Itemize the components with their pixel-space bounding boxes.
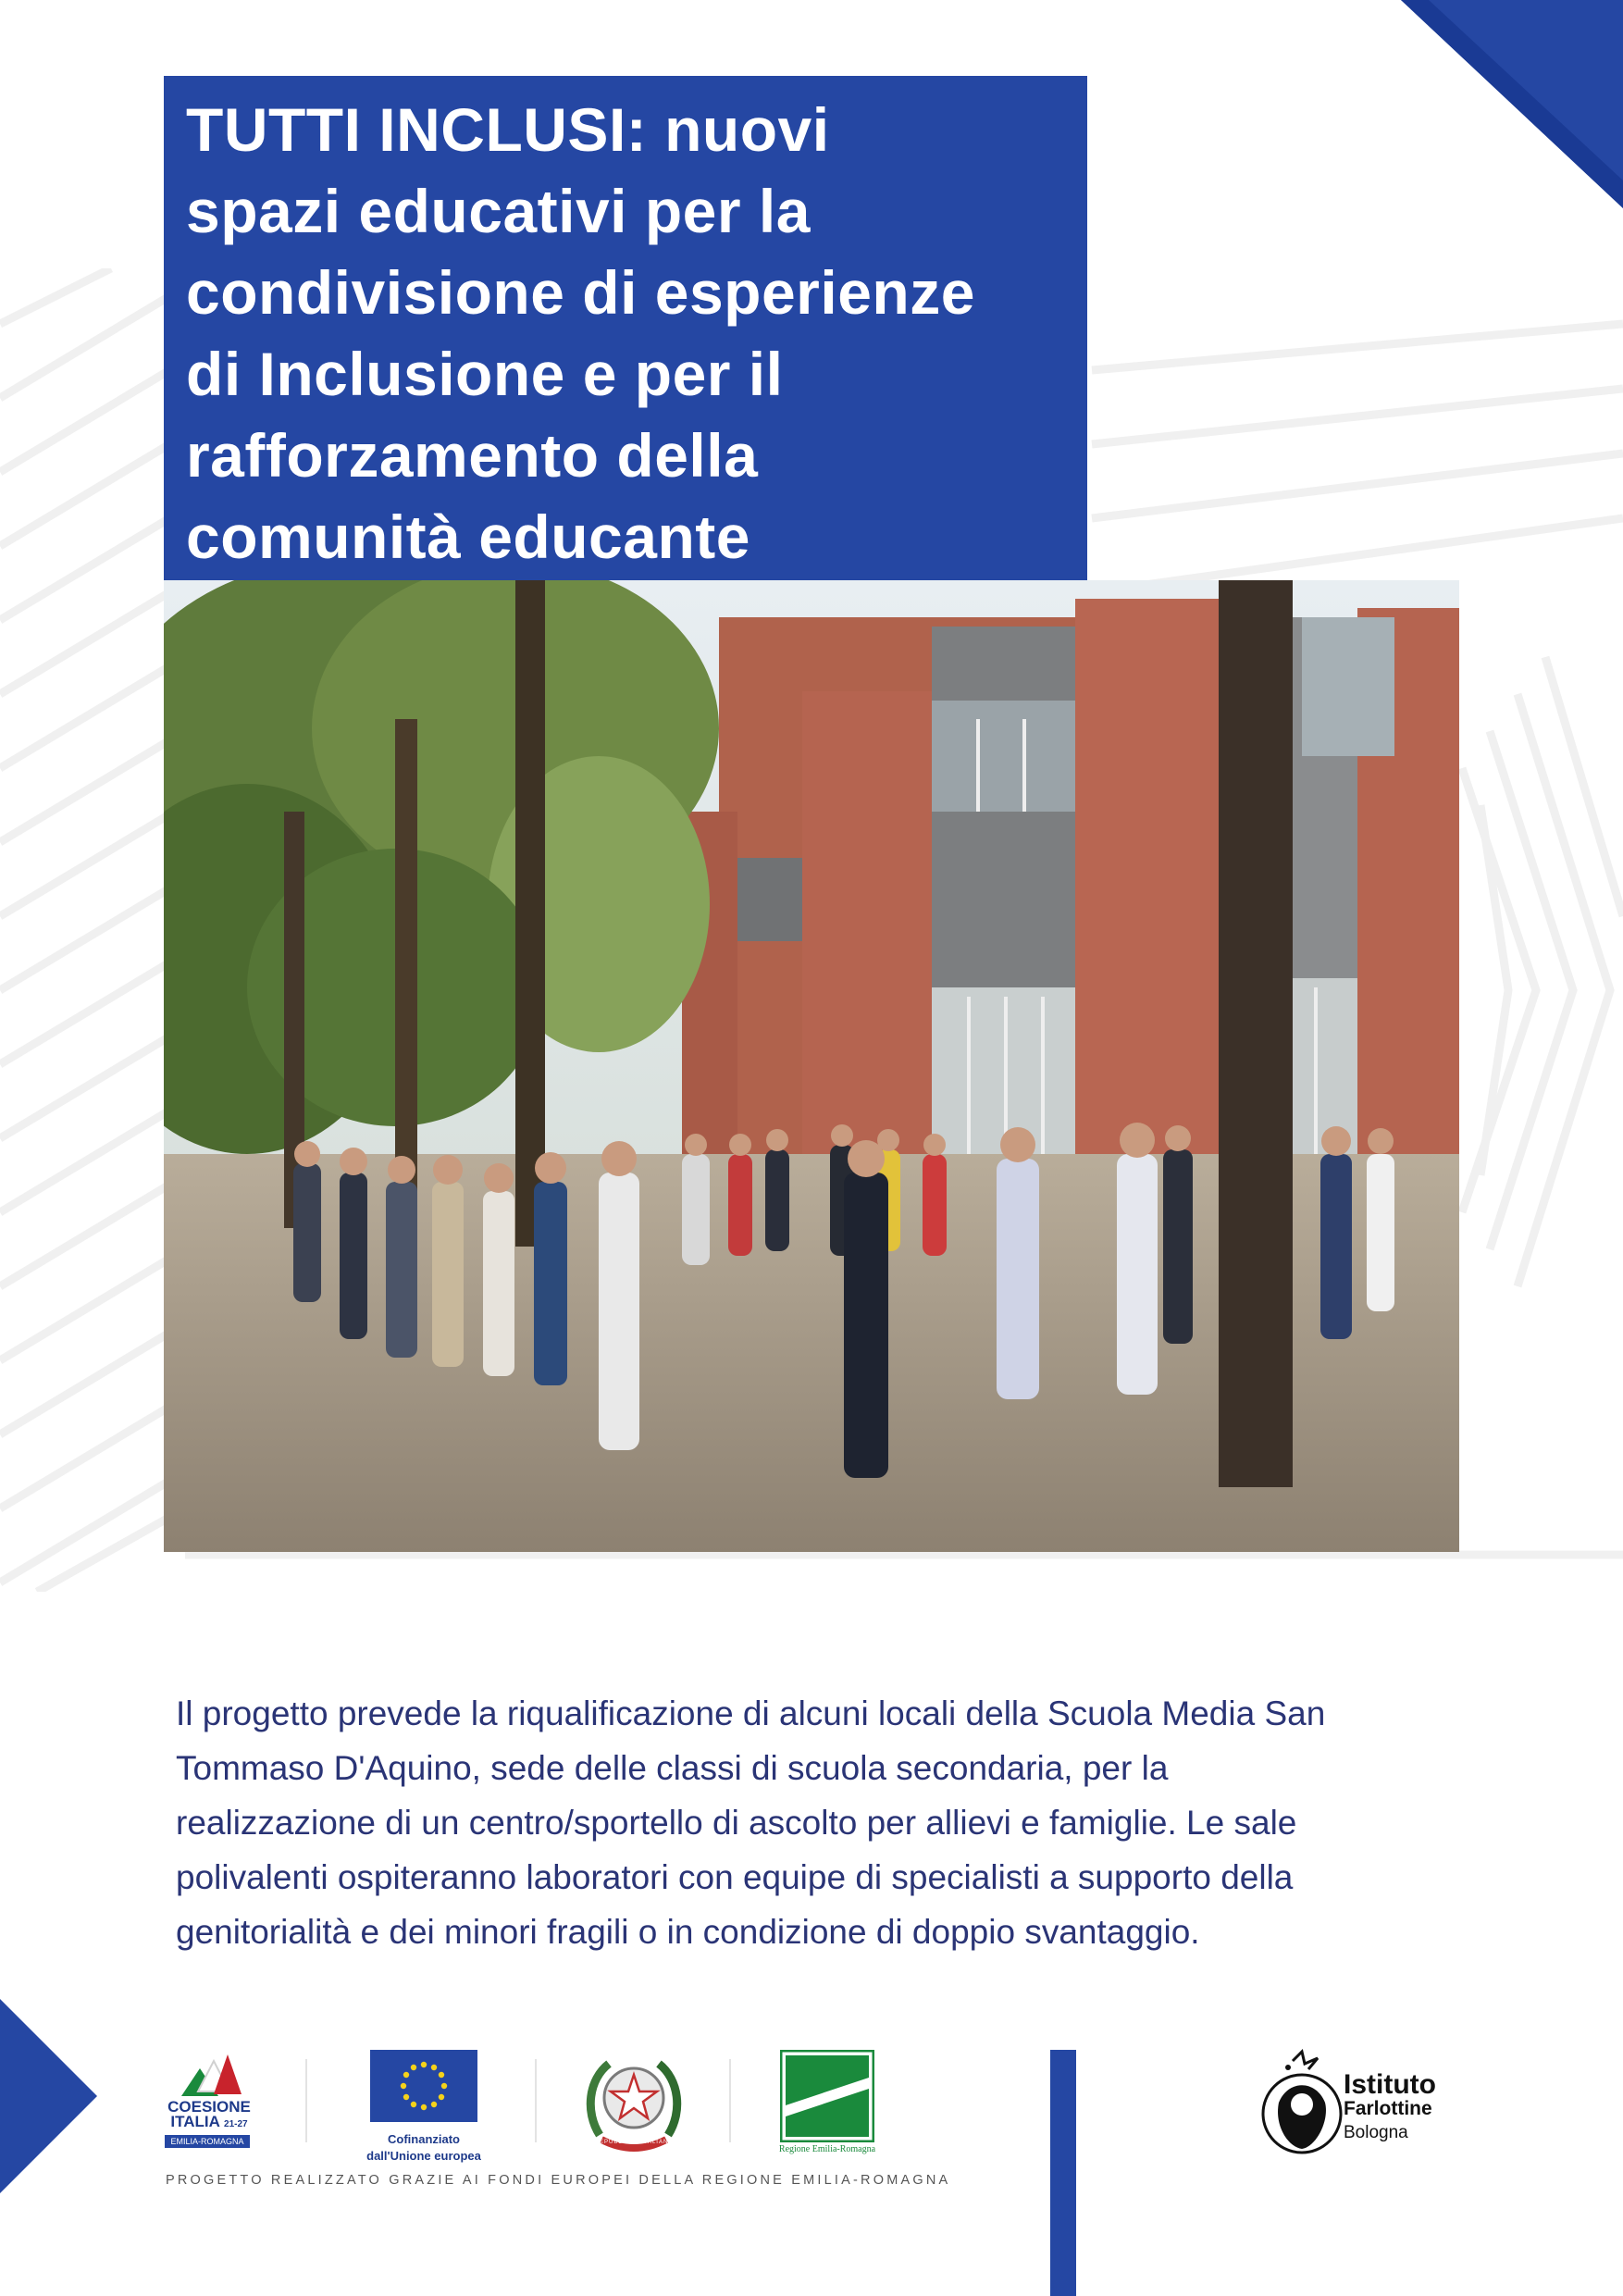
page-title — [186, 89, 1065, 577]
school-courtyard-photo — [164, 580, 1459, 1552]
istituto-name: Istituto — [1344, 2069, 1436, 2100]
project-description — [176, 1686, 1471, 1959]
coesione-region: EMILIA-ROMAGNA — [165, 2135, 250, 2148]
description-line: Il progetto prevede la riqualificazione di alcuni locali della Scuola Media San — [176, 1694, 1326, 1732]
eu-flag-icon — [370, 2050, 477, 2122]
repubblica-italiana-emblem — [583, 2047, 685, 2156]
coesione-years: 21-27 — [224, 2119, 248, 2129]
logo-divider — [305, 2059, 307, 2142]
logo-divider — [729, 2059, 731, 2142]
corner-triangle-top-right — [1401, 0, 1623, 208]
eu-line2: dall'Unione europea — [366, 2149, 481, 2163]
istituto-name2: Farlottine — [1344, 2098, 1432, 2119]
title-line: condivisione di esperienze — [186, 258, 975, 327]
description-line: realizzazione di un centro/sportello di ascolto per allievi e famiglie. Le sale — [176, 1804, 1297, 1842]
eu-line1: Cofinanziato — [388, 2132, 460, 2146]
istituto-city: Bologna — [1344, 2123, 1408, 2142]
title-line: TUTTI INCLUSI: nuovi — [186, 95, 830, 164]
description-line: Tommaso D'Aquino, sede delle classi di scuola secondaria, per la — [176, 1749, 1169, 1787]
istituto-emblem-icon — [1251, 2047, 1353, 2167]
description-line: genitorialità e dei minori fragili o in condizione di doppio svantaggio. — [176, 1913, 1200, 1951]
title-line: di Inclusione e per il — [186, 340, 784, 408]
logo-divider — [535, 2059, 537, 2142]
title-line: spazi educativi per la — [186, 177, 811, 245]
repubblica-caption: REPUBBLICA ITALIANA — [594, 2140, 674, 2145]
regione-caption: Regione Emilia-Romagna — [778, 2144, 876, 2154]
istituto-farlottine-logo — [1251, 2047, 1455, 2167]
coesione-italia-mark-icon — [163, 2050, 255, 2098]
coesione-line2: ITALIA — [170, 2113, 220, 2130]
description-line: polivalenti ospiteranno laboratori con equipe di specialisti a supporto della — [176, 1858, 1294, 1896]
coesione-line1: COESIONE — [167, 2098, 251, 2116]
corner-triangle-bottom-left — [0, 1999, 102, 2193]
regione-emilia-romagna-logo — [780, 2050, 877, 2161]
coesione-italia-logo — [163, 2050, 255, 2161]
regione-er-mark-icon — [780, 2050, 874, 2142]
funding-note: PROGETTO REALIZZATO GRAZIE AI FONDI EUROPEI DELLA REGIONE EMILIA-ROMAGNA — [166, 2173, 951, 2188]
title-line: rafforzamento della — [186, 421, 759, 490]
title-box — [164, 76, 1087, 580]
vertical-accent-bar — [1050, 2050, 1076, 2296]
eu-logo — [364, 2050, 484, 2166]
title-line: comunità educante — [186, 503, 750, 571]
